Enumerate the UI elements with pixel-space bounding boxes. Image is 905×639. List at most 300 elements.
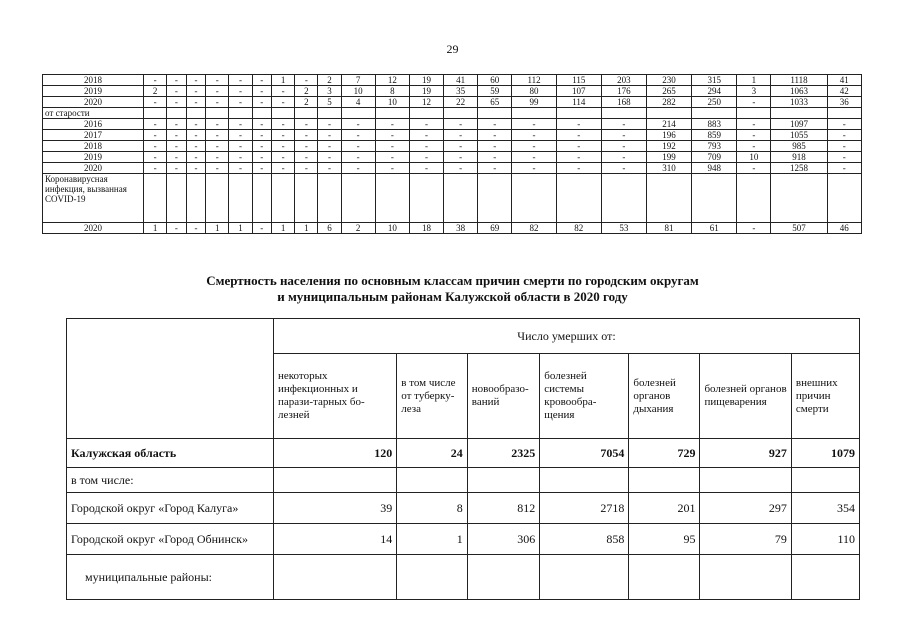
table-cell: 310 bbox=[646, 163, 691, 174]
table-cell: - bbox=[444, 163, 478, 174]
table-row bbox=[43, 152, 862, 163]
table-cell: - bbox=[295, 163, 318, 174]
table-cell bbox=[397, 555, 468, 600]
table-cell: 6 bbox=[318, 223, 341, 234]
col-header-respiratory: болезней органов дыхания bbox=[629, 354, 700, 439]
table-cell: - bbox=[167, 223, 187, 234]
table-cell: - bbox=[144, 75, 167, 86]
table-cell: - bbox=[229, 75, 252, 86]
table-cell: - bbox=[601, 130, 646, 141]
table-cell: - bbox=[167, 75, 187, 86]
empty-cell bbox=[272, 108, 295, 119]
table-row bbox=[43, 119, 862, 130]
table-cell: 297 bbox=[700, 493, 791, 524]
table-cell: - bbox=[206, 141, 229, 152]
empty-cell bbox=[186, 174, 206, 223]
table-cell: - bbox=[737, 163, 771, 174]
table-cell: - bbox=[206, 86, 229, 97]
table-cell: 12 bbox=[375, 75, 409, 86]
table-cell: - bbox=[144, 130, 167, 141]
table-cell: - bbox=[827, 163, 861, 174]
table-cell: 1079 bbox=[791, 439, 859, 468]
table-cell: - bbox=[167, 119, 187, 130]
table-cell: - bbox=[556, 130, 601, 141]
table-cell: - bbox=[341, 119, 375, 130]
table-cell bbox=[700, 468, 791, 493]
table-cell: 883 bbox=[692, 119, 737, 130]
table-cell bbox=[540, 555, 629, 600]
table-cell: - bbox=[737, 130, 771, 141]
col-header-external: внешних причин смерти bbox=[791, 354, 859, 439]
table-cell: - bbox=[512, 152, 556, 163]
table-cell: 1055 bbox=[771, 130, 827, 141]
table-cell: 110 bbox=[791, 524, 859, 555]
section-title-line2: и муниципальным районам Калужской области в 2020 году bbox=[277, 289, 628, 304]
table-cell: - bbox=[601, 152, 646, 163]
table-cell: - bbox=[556, 119, 601, 130]
table-cell: 1063 bbox=[771, 86, 827, 97]
table-cell: - bbox=[318, 163, 341, 174]
table-cell: 282 bbox=[646, 97, 691, 108]
table-cell: 201 bbox=[629, 493, 700, 524]
table-cell: - bbox=[827, 152, 861, 163]
table-cell: - bbox=[409, 163, 443, 174]
table-cell bbox=[791, 555, 859, 600]
empty-cell bbox=[601, 174, 646, 223]
table-cell: 1 bbox=[397, 524, 468, 555]
table-cell: - bbox=[144, 141, 167, 152]
table-cell: - bbox=[318, 141, 341, 152]
table-cell: - bbox=[272, 152, 295, 163]
empty-cell bbox=[512, 108, 556, 119]
table-cell: 192 bbox=[646, 141, 691, 152]
table-cell: - bbox=[252, 163, 272, 174]
table-cell: - bbox=[272, 119, 295, 130]
empty-cell bbox=[646, 108, 691, 119]
row-label: в том числе: bbox=[67, 468, 274, 493]
section-title-line1: Смертность населения по основным классам причин смерти по городским округам bbox=[206, 273, 699, 288]
table-row bbox=[67, 555, 860, 600]
empty-cell bbox=[827, 174, 861, 223]
table-cell: 3 bbox=[318, 86, 341, 97]
table-cell: 203 bbox=[601, 75, 646, 86]
empty-cell bbox=[444, 174, 478, 223]
table-cell: - bbox=[601, 119, 646, 130]
empty-cell bbox=[556, 174, 601, 223]
table-cell: - bbox=[601, 141, 646, 152]
table-cell: - bbox=[375, 152, 409, 163]
empty-cell bbox=[771, 108, 827, 119]
table-cell: - bbox=[512, 119, 556, 130]
table-cell: - bbox=[144, 97, 167, 108]
empty-cell bbox=[827, 108, 861, 119]
table-cell: 985 bbox=[771, 141, 827, 152]
table-cell: 65 bbox=[478, 97, 512, 108]
table-cell: - bbox=[144, 152, 167, 163]
table-cell: - bbox=[318, 152, 341, 163]
table-cell: - bbox=[295, 75, 318, 86]
table-cell bbox=[467, 468, 539, 493]
row-year: 2017 bbox=[43, 130, 144, 141]
section-label: Коронавирусная инфекция, вызванная COVID-19 bbox=[43, 174, 144, 223]
table-cell: - bbox=[375, 130, 409, 141]
table-cell bbox=[397, 468, 468, 493]
table-cell: - bbox=[272, 141, 295, 152]
table-cell: - bbox=[252, 86, 272, 97]
section-title bbox=[0, 273, 905, 305]
row-label: муниципальные районы: bbox=[67, 555, 274, 600]
table-cell: 168 bbox=[601, 97, 646, 108]
table-cell: 2 bbox=[144, 86, 167, 97]
table-cell: 24 bbox=[397, 439, 468, 468]
table-cell: 1 bbox=[272, 223, 295, 234]
row-label: Калужская область bbox=[67, 439, 274, 468]
table-cell: - bbox=[252, 75, 272, 86]
table-cell: - bbox=[229, 97, 252, 108]
table-cell: - bbox=[186, 130, 206, 141]
table-cell: - bbox=[375, 163, 409, 174]
table-cell: 230 bbox=[646, 75, 691, 86]
table-cell: - bbox=[478, 141, 512, 152]
causes-of-death-table bbox=[66, 318, 860, 600]
table-cell: - bbox=[601, 163, 646, 174]
table-cell: - bbox=[206, 163, 229, 174]
page-number: 29 bbox=[446, 42, 459, 56]
empty-cell bbox=[206, 174, 229, 223]
table-cell: 36 bbox=[827, 97, 861, 108]
section-row bbox=[43, 174, 862, 223]
empty-cell bbox=[737, 174, 771, 223]
table-row bbox=[43, 86, 862, 97]
table-cell: - bbox=[556, 163, 601, 174]
table-cell: - bbox=[409, 152, 443, 163]
table-cell: 2718 bbox=[540, 493, 629, 524]
table-cell: - bbox=[252, 130, 272, 141]
table-cell: 2 bbox=[341, 223, 375, 234]
table-cell: - bbox=[186, 152, 206, 163]
empty-cell bbox=[318, 108, 341, 119]
table-cell: 5 bbox=[318, 97, 341, 108]
table-cell: 729 bbox=[629, 439, 700, 468]
table-row bbox=[67, 439, 860, 468]
table-cell: - bbox=[167, 97, 187, 108]
table-cell: 10 bbox=[375, 97, 409, 108]
col-header-tuberculosis: в том числе от туберку-леза bbox=[397, 354, 468, 439]
table-cell: - bbox=[252, 119, 272, 130]
table-cell: - bbox=[478, 130, 512, 141]
table-cell: 7 bbox=[341, 75, 375, 86]
table-cell: - bbox=[375, 141, 409, 152]
table-cell: 2 bbox=[318, 75, 341, 86]
table-cell: - bbox=[229, 163, 252, 174]
table-cell: 1258 bbox=[771, 163, 827, 174]
table-cell: 120 bbox=[274, 439, 397, 468]
table-cell: - bbox=[444, 119, 478, 130]
table-cell: - bbox=[272, 86, 295, 97]
empty-cell bbox=[144, 174, 167, 223]
table-cell: 1097 bbox=[771, 119, 827, 130]
table-cell: 1 bbox=[737, 75, 771, 86]
table-cell: - bbox=[229, 86, 252, 97]
empty-cell bbox=[646, 174, 691, 223]
table-cell: 61 bbox=[692, 223, 737, 234]
table-cell: - bbox=[737, 97, 771, 108]
table-cell bbox=[467, 555, 539, 600]
table-row bbox=[43, 223, 862, 234]
table-cell: 46 bbox=[827, 223, 861, 234]
table-cell: - bbox=[252, 223, 272, 234]
table-cell: 918 bbox=[771, 152, 827, 163]
table-cell: - bbox=[206, 97, 229, 108]
table-cell: - bbox=[737, 119, 771, 130]
table-cell: - bbox=[318, 119, 341, 130]
mortality-by-age-table bbox=[42, 74, 862, 234]
empty-cell bbox=[252, 108, 272, 119]
table-cell bbox=[629, 468, 700, 493]
table-cell: - bbox=[478, 119, 512, 130]
empty-cell bbox=[206, 108, 229, 119]
group-header: Число умерших от: bbox=[274, 319, 860, 354]
table-cell: - bbox=[186, 97, 206, 108]
table-cell: 18 bbox=[409, 223, 443, 234]
table-cell: 8 bbox=[375, 86, 409, 97]
row-year: 2020 bbox=[43, 163, 144, 174]
empty-cell bbox=[295, 174, 318, 223]
empty-cell bbox=[444, 108, 478, 119]
table-cell: 948 bbox=[692, 163, 737, 174]
row-year: 2018 bbox=[43, 141, 144, 152]
table-cell: 10 bbox=[375, 223, 409, 234]
table-cell: 19 bbox=[409, 75, 443, 86]
empty-cell bbox=[341, 108, 375, 119]
table-cell: - bbox=[272, 130, 295, 141]
table-cell: - bbox=[737, 141, 771, 152]
table-row bbox=[43, 163, 862, 174]
table-cell: - bbox=[409, 119, 443, 130]
table-cell: - bbox=[478, 152, 512, 163]
table-cell: - bbox=[295, 152, 318, 163]
table-cell: - bbox=[144, 163, 167, 174]
empty-cell bbox=[409, 174, 443, 223]
table-cell: 176 bbox=[601, 86, 646, 97]
table-cell: 95 bbox=[629, 524, 700, 555]
table-cell: - bbox=[229, 152, 252, 163]
table-cell: - bbox=[186, 86, 206, 97]
table-cell: 306 bbox=[467, 524, 539, 555]
table-cell: - bbox=[444, 130, 478, 141]
col-header-neoplasms: новообразо-ваний bbox=[467, 354, 539, 439]
table-cell: - bbox=[272, 97, 295, 108]
table-cell: 2325 bbox=[467, 439, 539, 468]
table-cell: 82 bbox=[556, 223, 601, 234]
table-cell: - bbox=[167, 130, 187, 141]
empty-cell bbox=[692, 174, 737, 223]
empty-cell bbox=[186, 108, 206, 119]
empty-cell bbox=[512, 174, 556, 223]
table-cell: 39 bbox=[274, 493, 397, 524]
table-cell: - bbox=[827, 130, 861, 141]
table-cell: 1 bbox=[229, 223, 252, 234]
row-year: 2019 bbox=[43, 86, 144, 97]
table-cell: 812 bbox=[467, 493, 539, 524]
table-cell: 79 bbox=[700, 524, 791, 555]
table-row bbox=[43, 75, 862, 86]
empty-cell bbox=[409, 108, 443, 119]
table-cell: - bbox=[512, 130, 556, 141]
row-label: Городской округ «Город Обнинск» bbox=[67, 524, 274, 555]
col-header-circulatory: болезней системы кровообра-щения bbox=[540, 354, 629, 439]
table-cell: - bbox=[444, 141, 478, 152]
table-cell: 41 bbox=[827, 75, 861, 86]
table-cell: 1118 bbox=[771, 75, 827, 86]
table-cell: 19 bbox=[409, 86, 443, 97]
table-cell: - bbox=[295, 141, 318, 152]
table-cell: - bbox=[512, 163, 556, 174]
empty-cell bbox=[341, 174, 375, 223]
empty-cell bbox=[375, 108, 409, 119]
table-cell: - bbox=[556, 152, 601, 163]
empty-cell bbox=[167, 108, 187, 119]
table-cell: 1033 bbox=[771, 97, 827, 108]
table-cell: 10 bbox=[737, 152, 771, 163]
table-cell: 115 bbox=[556, 75, 601, 86]
table-cell: 1 bbox=[206, 223, 229, 234]
table-cell: 315 bbox=[692, 75, 737, 86]
table-cell: 196 bbox=[646, 130, 691, 141]
table-cell: - bbox=[206, 75, 229, 86]
empty-cell bbox=[737, 108, 771, 119]
section-label: от старости bbox=[43, 108, 144, 119]
table-cell: - bbox=[186, 119, 206, 130]
table-cell bbox=[700, 555, 791, 600]
table-cell: 1 bbox=[272, 75, 295, 86]
table-cell: 7054 bbox=[540, 439, 629, 468]
table-cell: - bbox=[341, 141, 375, 152]
table-cell: - bbox=[252, 141, 272, 152]
table-cell: - bbox=[375, 119, 409, 130]
table-cell: 354 bbox=[791, 493, 859, 524]
row-year: 2019 bbox=[43, 152, 144, 163]
table-cell: 12 bbox=[409, 97, 443, 108]
table-cell: - bbox=[295, 119, 318, 130]
table-cell: 927 bbox=[700, 439, 791, 468]
empty-cell bbox=[272, 174, 295, 223]
table-cell: 107 bbox=[556, 86, 601, 97]
table-cell: 3 bbox=[737, 86, 771, 97]
table-cell: - bbox=[229, 141, 252, 152]
empty-cell bbox=[556, 108, 601, 119]
empty-cell bbox=[375, 174, 409, 223]
table-cell: - bbox=[206, 119, 229, 130]
table-row bbox=[67, 493, 860, 524]
table-cell: 59 bbox=[478, 86, 512, 97]
table-cell: - bbox=[295, 130, 318, 141]
corner-cell bbox=[67, 319, 274, 439]
table-cell: 250 bbox=[692, 97, 737, 108]
table-cell: - bbox=[737, 223, 771, 234]
table-cell: - bbox=[478, 163, 512, 174]
table-cell: - bbox=[186, 75, 206, 86]
empty-cell bbox=[144, 108, 167, 119]
table-cell: - bbox=[512, 141, 556, 152]
row-year: 2018 bbox=[43, 75, 144, 86]
table-cell: - bbox=[186, 163, 206, 174]
table-cell: - bbox=[167, 163, 187, 174]
empty-cell bbox=[771, 174, 827, 223]
table-cell: - bbox=[318, 130, 341, 141]
table-cell: - bbox=[341, 163, 375, 174]
table-cell: 99 bbox=[512, 97, 556, 108]
table-cell: - bbox=[827, 141, 861, 152]
table-cell: - bbox=[186, 141, 206, 152]
col-header-digestive: болезней органов пищеварения bbox=[700, 354, 791, 439]
table-cell: - bbox=[206, 152, 229, 163]
table-cell: 859 bbox=[692, 130, 737, 141]
table-cell: 42 bbox=[827, 86, 861, 97]
table-row bbox=[43, 141, 862, 152]
table-cell: 858 bbox=[540, 524, 629, 555]
table-cell: 709 bbox=[692, 152, 737, 163]
table-cell: - bbox=[167, 141, 187, 152]
table-cell: - bbox=[144, 119, 167, 130]
empty-cell bbox=[229, 174, 252, 223]
table-cell: - bbox=[206, 130, 229, 141]
table-cell: 114 bbox=[556, 97, 601, 108]
section-row bbox=[43, 108, 862, 119]
table-cell: - bbox=[186, 223, 206, 234]
table-cell: 14 bbox=[274, 524, 397, 555]
table-cell: - bbox=[229, 130, 252, 141]
row-year: 2016 bbox=[43, 119, 144, 130]
table-cell: 10 bbox=[341, 86, 375, 97]
table-cell: 2 bbox=[295, 97, 318, 108]
table-cell: 80 bbox=[512, 86, 556, 97]
empty-cell bbox=[167, 174, 187, 223]
empty-cell bbox=[601, 108, 646, 119]
table-cell: - bbox=[827, 119, 861, 130]
table-cell bbox=[540, 468, 629, 493]
table-cell bbox=[791, 468, 859, 493]
table-cell: 69 bbox=[478, 223, 512, 234]
table-cell: - bbox=[252, 152, 272, 163]
table-cell: - bbox=[167, 86, 187, 97]
table-cell: - bbox=[272, 163, 295, 174]
row-year: 2020 bbox=[43, 223, 144, 234]
table-cell: - bbox=[409, 130, 443, 141]
table-cell: 41 bbox=[444, 75, 478, 86]
empty-cell bbox=[478, 174, 512, 223]
table-cell: 2 bbox=[295, 86, 318, 97]
table-cell: 214 bbox=[646, 119, 691, 130]
table-cell: 507 bbox=[771, 223, 827, 234]
table-cell: - bbox=[341, 152, 375, 163]
empty-cell bbox=[295, 108, 318, 119]
table-cell: 1 bbox=[295, 223, 318, 234]
table-cell: - bbox=[229, 119, 252, 130]
table-row bbox=[67, 524, 860, 555]
table-cell: - bbox=[252, 97, 272, 108]
table-cell bbox=[629, 555, 700, 600]
table-row bbox=[43, 97, 862, 108]
table-cell: 1 bbox=[144, 223, 167, 234]
table-cell: 81 bbox=[646, 223, 691, 234]
empty-cell bbox=[229, 108, 252, 119]
table-cell: 60 bbox=[478, 75, 512, 86]
table-cell bbox=[274, 555, 397, 600]
table-cell: - bbox=[341, 130, 375, 141]
table-cell bbox=[274, 468, 397, 493]
table-cell: - bbox=[444, 152, 478, 163]
